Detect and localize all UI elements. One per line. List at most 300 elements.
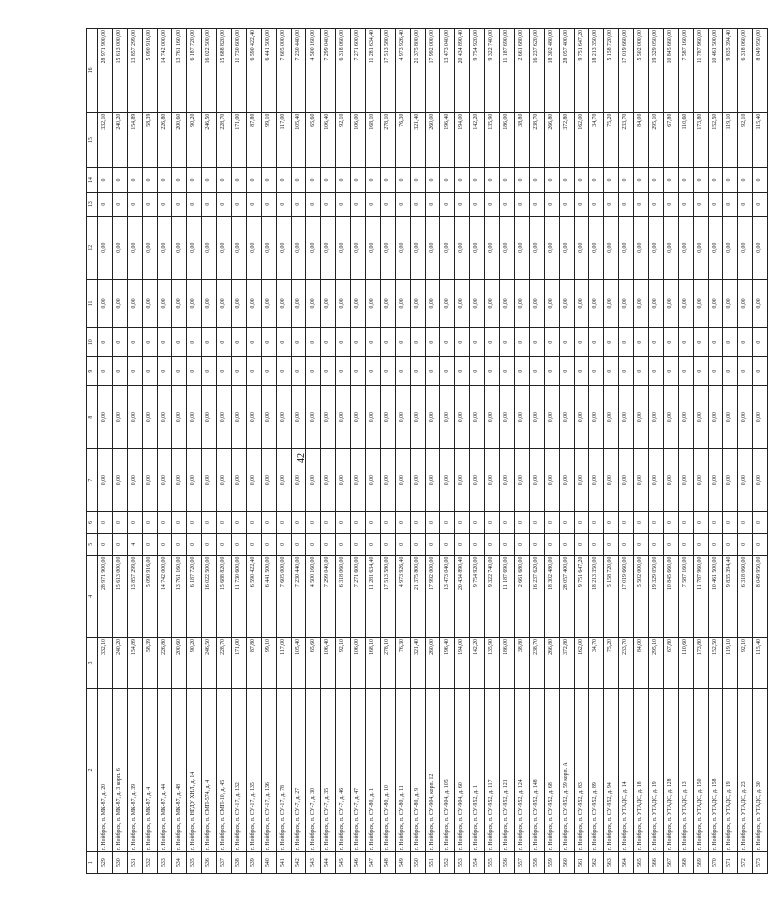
table-cell: 0,00 bbox=[232, 279, 247, 327]
table-cell: 531 bbox=[127, 852, 142, 874]
table-cell: 0 bbox=[574, 533, 589, 555]
table-cell: 9 322 740,00 bbox=[485, 29, 500, 113]
table-cell: 0,00 bbox=[321, 386, 336, 449]
table-cell: 0,00 bbox=[351, 216, 366, 279]
table-cell: 173,80 bbox=[693, 637, 708, 688]
column-header: 3 bbox=[87, 637, 98, 688]
table-cell: 0 bbox=[380, 357, 395, 386]
table-cell: г. Нойбрск, п. СУ-952, д. 124 bbox=[514, 688, 529, 851]
table-cell: 266,80 bbox=[544, 112, 559, 168]
table-cell: 0 bbox=[217, 328, 232, 357]
table-cell: 0 bbox=[336, 512, 351, 534]
table-cell: 0,00 bbox=[276, 449, 291, 512]
table-cell: 0,00 bbox=[589, 449, 604, 512]
table-cell: 246,50 bbox=[202, 637, 217, 688]
table-cell: 0 bbox=[98, 357, 113, 386]
table-cell: 11 730 600,00 bbox=[232, 555, 247, 637]
table-cell: 0,00 bbox=[589, 216, 604, 279]
table-cell: 0 bbox=[485, 357, 500, 386]
table-cell: 0 bbox=[395, 357, 410, 386]
table-cell: 0,00 bbox=[693, 216, 708, 279]
table-cell: 0 bbox=[410, 357, 425, 386]
table-cell: 0 bbox=[276, 328, 291, 357]
table-cell: 0 bbox=[723, 192, 738, 216]
table-cell: 0 bbox=[663, 328, 678, 357]
table-cell: 0,00 bbox=[500, 279, 515, 327]
table-cell: 0 bbox=[663, 357, 678, 386]
table-header bbox=[87, 29, 98, 874]
table-cell: 18 213 350,00 bbox=[589, 555, 604, 637]
table-cell: 561 bbox=[574, 852, 589, 874]
table-cell: 554 bbox=[470, 852, 485, 874]
table-cell: 65,60 bbox=[306, 637, 321, 688]
table-cell: 0 bbox=[678, 328, 693, 357]
table-cell: 0 bbox=[589, 533, 604, 555]
table-row bbox=[485, 29, 500, 874]
table-cell: 0 bbox=[514, 168, 529, 192]
table-cell: 0 bbox=[619, 328, 634, 357]
table-cell: 0,00 bbox=[142, 449, 157, 512]
table-row bbox=[678, 29, 693, 874]
table-cell: 0 bbox=[395, 328, 410, 357]
table-cell: 13 857 299,00 bbox=[127, 29, 142, 113]
table-cell: 0 bbox=[112, 533, 127, 555]
table-cell: 171,00 bbox=[232, 637, 247, 688]
table-cell: 152,50 bbox=[708, 112, 723, 168]
table-cell: 278,10 bbox=[380, 112, 395, 168]
table-cell: 7 587 160,00 bbox=[678, 555, 693, 637]
table-cell: г. Нойбрск, п. СУ-904, корп. 12 bbox=[425, 688, 440, 851]
table-cell: 0 bbox=[663, 168, 678, 192]
table-cell: 0,00 bbox=[544, 279, 559, 327]
table-cell: 0 bbox=[172, 192, 187, 216]
table-cell: 0,00 bbox=[708, 216, 723, 279]
table-cell: 0 bbox=[500, 328, 515, 357]
table-cell: 9 754 920,00 bbox=[470, 555, 485, 637]
table-cell: 0,00 bbox=[261, 449, 276, 512]
table-cell: 0,00 bbox=[395, 279, 410, 327]
table-cell: г. Нойбрск, п. СУ-7, д. 47 bbox=[351, 688, 366, 851]
table-row bbox=[514, 29, 529, 874]
table-cell: 9 835 394,40 bbox=[723, 29, 738, 113]
table-cell: 0 bbox=[276, 192, 291, 216]
table-cell: 106,40 bbox=[321, 112, 336, 168]
table-cell: г. Нойбрск, п. УТАДС, д. 30 bbox=[753, 688, 768, 851]
table-cell: 0,00 bbox=[395, 449, 410, 512]
table-cell: г. Нойбрск, п. СУ-904, д. 105 bbox=[440, 688, 455, 851]
table-cell: 173,80 bbox=[693, 112, 708, 168]
table-cell: 0 bbox=[500, 192, 515, 216]
table-cell: 569 bbox=[693, 852, 708, 874]
table-cell: 0 bbox=[202, 533, 217, 555]
table-cell: 0 bbox=[619, 533, 634, 555]
table-cell: 0 bbox=[336, 168, 351, 192]
table-cell: 0,00 bbox=[440, 449, 455, 512]
table-cell: 246,50 bbox=[202, 112, 217, 168]
table-cell: 0,00 bbox=[663, 279, 678, 327]
table-cell: 0,00 bbox=[574, 449, 589, 512]
table-cell: 0,00 bbox=[157, 386, 172, 449]
table-cell: 0 bbox=[366, 357, 381, 386]
table-cell: 0,00 bbox=[380, 279, 395, 327]
table-cell: 321,40 bbox=[410, 637, 425, 688]
table-cell: 0 bbox=[261, 168, 276, 192]
table-cell: 0 bbox=[514, 512, 529, 534]
table-row bbox=[470, 29, 485, 874]
table-cell: 0,00 bbox=[410, 386, 425, 449]
table-cell: 544 bbox=[321, 852, 336, 874]
table-cell: 0 bbox=[112, 512, 127, 534]
table-cell: 0 bbox=[98, 533, 113, 555]
table-cell: 6 590 422,40 bbox=[246, 555, 261, 637]
table-cell: 0,00 bbox=[321, 216, 336, 279]
table-cell: 0 bbox=[753, 533, 768, 555]
table-cell: 11 281 634,40 bbox=[366, 29, 381, 113]
table-cell: 8 049 950,00 bbox=[753, 29, 768, 113]
table-cell: 38,80 bbox=[514, 637, 529, 688]
table-cell: 10 845 660,00 bbox=[663, 555, 678, 637]
table-cell: 4 bbox=[127, 533, 142, 555]
table-cell: 0,00 bbox=[261, 279, 276, 327]
table-cell: 17 513 580,00 bbox=[380, 555, 395, 637]
table-cell: 8 049 950,00 bbox=[753, 555, 768, 637]
table-row bbox=[246, 29, 261, 874]
table-cell: 0,00 bbox=[678, 386, 693, 449]
table-cell: 0,00 bbox=[544, 449, 559, 512]
table-cell: 0 bbox=[366, 512, 381, 534]
table-cell: 186,00 bbox=[500, 112, 515, 168]
table-cell: 0 bbox=[604, 357, 619, 386]
table-cell: 0,00 bbox=[708, 386, 723, 449]
table-cell: 540 bbox=[261, 852, 276, 874]
table-cell: 260,00 bbox=[425, 112, 440, 168]
table-cell: 65,60 bbox=[306, 112, 321, 168]
table-cell: 556 bbox=[500, 852, 515, 874]
table-cell: 7 230 440,00 bbox=[291, 29, 306, 113]
table-cell: 0 bbox=[455, 168, 470, 192]
table-cell: 0,00 bbox=[217, 216, 232, 279]
table-cell: 0,00 bbox=[98, 386, 113, 449]
table-cell: 532 bbox=[142, 852, 157, 874]
table-cell: 2 661 680,00 bbox=[514, 555, 529, 637]
table-cell: 105,40 bbox=[291, 637, 306, 688]
table-cell: 0 bbox=[336, 357, 351, 386]
table-cell: 0 bbox=[246, 512, 261, 534]
table-cell: 0,00 bbox=[157, 449, 172, 512]
table-cell: 0,00 bbox=[127, 279, 142, 327]
table-cell: 11 787 960,00 bbox=[693, 29, 708, 113]
table-row bbox=[738, 29, 753, 874]
table-cell: 0 bbox=[708, 192, 723, 216]
table-cell: 555 bbox=[485, 852, 500, 874]
table-cell: 0,00 bbox=[589, 386, 604, 449]
table-cell: 0 bbox=[157, 512, 172, 534]
table-cell: 0,00 bbox=[544, 386, 559, 449]
table-row bbox=[619, 29, 634, 874]
table-cell: 0,00 bbox=[395, 216, 410, 279]
table-cell: 7 230 440,00 bbox=[291, 555, 306, 637]
table-cell: 7 299 040,00 bbox=[321, 555, 336, 637]
table-cell: 28 971 900,00 bbox=[98, 29, 113, 113]
table-cell: 0,00 bbox=[634, 386, 649, 449]
table-cell: 5 158 720,00 bbox=[604, 29, 619, 113]
table-cell: 0 bbox=[276, 168, 291, 192]
table-cell: 0 bbox=[574, 357, 589, 386]
table-cell: 67,80 bbox=[663, 112, 678, 168]
table-cell: 0,00 bbox=[753, 386, 768, 449]
table-cell: 558 bbox=[529, 852, 544, 874]
table-cell: 0 bbox=[306, 192, 321, 216]
table-cell: 0 bbox=[634, 357, 649, 386]
table-cell: 0 bbox=[142, 512, 157, 534]
table-cell: г. Нойбрск, п. МК-87, д. 4 bbox=[142, 688, 157, 851]
table-cell: 0 bbox=[559, 168, 574, 192]
table-cell: 110,60 bbox=[678, 112, 693, 168]
table-cell: 0 bbox=[619, 512, 634, 534]
table-cell: 541 bbox=[276, 852, 291, 874]
table-cell: 5 090 916,00 bbox=[142, 555, 157, 637]
table-cell: 0 bbox=[485, 328, 500, 357]
table-cell: 0,00 bbox=[366, 216, 381, 279]
table-cell: 0 bbox=[202, 328, 217, 357]
table-cell: 0 bbox=[291, 192, 306, 216]
table-cell: г. Нойбрск, п. МК-87, д. 44 bbox=[157, 688, 172, 851]
table-cell: 0 bbox=[648, 328, 663, 357]
table-cell: 6 187 720,00 bbox=[187, 29, 202, 113]
table-cell: 0,00 bbox=[306, 449, 321, 512]
table-row bbox=[127, 29, 142, 874]
table-row bbox=[217, 29, 232, 874]
table-cell: 0,00 bbox=[351, 279, 366, 327]
table-cell: 0 bbox=[544, 512, 559, 534]
table-cell: 0,00 bbox=[336, 449, 351, 512]
table-cell: 0 bbox=[351, 533, 366, 555]
table-cell: г. Нойбрск, п. СУ-7, д. 46 bbox=[336, 688, 351, 851]
table-cell: 0 bbox=[217, 357, 232, 386]
table-row bbox=[708, 29, 723, 874]
table-cell: 0,00 bbox=[485, 386, 500, 449]
table-cell: г. Нойбрск, п. МК-87, д. 20 bbox=[98, 688, 113, 851]
table-row bbox=[380, 29, 395, 874]
table-cell: 0 bbox=[276, 512, 291, 534]
table-cell: 0 bbox=[246, 192, 261, 216]
table-cell: 0,00 bbox=[514, 216, 529, 279]
table-cell: 0 bbox=[693, 168, 708, 192]
table-cell: г. Нойбрск, п. УТАДС, д. 150 bbox=[693, 688, 708, 851]
table-cell: 557 bbox=[514, 852, 529, 874]
table-cell: г. Нойбрск, п. СУ-80, д. 10 bbox=[380, 688, 395, 851]
table-cell: 0 bbox=[395, 512, 410, 534]
table-cell: 0 bbox=[410, 168, 425, 192]
table-cell: 0,00 bbox=[172, 449, 187, 512]
table-cell: 238,70 bbox=[529, 112, 544, 168]
table-cell: 0,00 bbox=[678, 279, 693, 327]
table-cell: 196,40 bbox=[440, 637, 455, 688]
table-cell: 233,70 bbox=[619, 637, 634, 688]
table-cell: 0 bbox=[723, 512, 738, 534]
table-cell: 194,00 bbox=[455, 112, 470, 168]
table-row bbox=[723, 29, 738, 874]
table-cell: 535 bbox=[187, 852, 202, 874]
table-cell: 6 318 060,00 bbox=[336, 29, 351, 113]
table-cell: 0,00 bbox=[604, 449, 619, 512]
table-cell: 0 bbox=[634, 168, 649, 192]
table-cell: 0 bbox=[172, 328, 187, 357]
table-cell: 194,00 bbox=[455, 637, 470, 688]
table-cell: 0 bbox=[574, 192, 589, 216]
table-cell: г. Нойбрск, п. НГДУ ХНЛ, д. 14 bbox=[187, 688, 202, 851]
table-cell: г. Нойбрск, п. СУ-17, д. 78 bbox=[276, 688, 291, 851]
table-cell: 13 857 299,00 bbox=[127, 555, 142, 637]
table-cell: 0 bbox=[514, 328, 529, 357]
table-cell: 15 688 820,00 bbox=[217, 555, 232, 637]
table-cell: 0 bbox=[395, 533, 410, 555]
table-cell: 17 019 660,00 bbox=[619, 29, 634, 113]
table-cell: 90,20 bbox=[187, 637, 202, 688]
table-cell: 546 bbox=[351, 852, 366, 874]
table-cell: 0 bbox=[589, 512, 604, 534]
table-cell: 76,30 bbox=[395, 637, 410, 688]
table-cell: 559 bbox=[544, 852, 559, 874]
table-cell: 321,40 bbox=[410, 112, 425, 168]
table-cell: 0 bbox=[544, 357, 559, 386]
table-cell: 0,00 bbox=[559, 449, 574, 512]
table-cell: 536 bbox=[202, 852, 217, 874]
table-cell: 0,00 bbox=[410, 449, 425, 512]
table-cell: 11 787 960,00 bbox=[693, 555, 708, 637]
table-cell: 0,00 bbox=[127, 216, 142, 279]
table-cell: 17 992 000,00 bbox=[425, 29, 440, 113]
rotated-table-container bbox=[86, 28, 763, 874]
table-cell: 0,00 bbox=[634, 216, 649, 279]
table-cell: 0,00 bbox=[500, 216, 515, 279]
table-cell: 568 bbox=[678, 852, 693, 874]
table-cell: 0,00 bbox=[708, 279, 723, 327]
table-cell: 0,00 bbox=[187, 449, 202, 512]
table-cell: 0,00 bbox=[366, 386, 381, 449]
column-header: 6 bbox=[87, 512, 98, 534]
column-header: 8 bbox=[87, 386, 98, 449]
table-cell: 0 bbox=[351, 512, 366, 534]
table-cell: 20 434 890,40 bbox=[455, 555, 470, 637]
table-cell: 0 bbox=[708, 512, 723, 534]
table-row bbox=[321, 29, 336, 874]
table-cell: 0 bbox=[470, 533, 485, 555]
table-cell: г. Нойбрск, п. МК-87, д. 48 bbox=[172, 688, 187, 851]
table-row bbox=[589, 29, 604, 874]
table-cell: 0 bbox=[351, 357, 366, 386]
table-cell: 0 bbox=[217, 512, 232, 534]
table-cell: 4 973 926,40 bbox=[395, 29, 410, 113]
table-cell: 0,00 bbox=[723, 279, 738, 327]
table-cell: 0 bbox=[500, 357, 515, 386]
table-cell: 76,30 bbox=[395, 112, 410, 168]
table-cell: 0 bbox=[470, 192, 485, 216]
table-cell: 545 bbox=[336, 852, 351, 874]
table-cell: 0 bbox=[291, 357, 306, 386]
table-cell: 0 bbox=[321, 512, 336, 534]
table-row bbox=[559, 29, 574, 874]
column-header: 5 bbox=[87, 533, 98, 555]
table-cell: г. Нойбрск, п. СУ-80, д. 11 bbox=[395, 688, 410, 851]
table-cell: 0 bbox=[514, 192, 529, 216]
table-cell: 0 bbox=[544, 328, 559, 357]
table-cell: 67,80 bbox=[663, 637, 678, 688]
table-cell: 0 bbox=[753, 168, 768, 192]
table-cell: 0 bbox=[470, 168, 485, 192]
table-cell: 117,00 bbox=[276, 112, 291, 168]
table-cell: 0 bbox=[202, 192, 217, 216]
table-cell: 0 bbox=[708, 168, 723, 192]
table-cell: 0 bbox=[366, 192, 381, 216]
table-cell: 16 022 500,00 bbox=[202, 555, 217, 637]
table-row bbox=[276, 29, 291, 874]
header-row bbox=[87, 29, 98, 874]
table-cell: 200,60 bbox=[172, 112, 187, 168]
table-cell: 58,39 bbox=[142, 112, 157, 168]
table-row bbox=[544, 29, 559, 874]
table-cell: 0 bbox=[693, 328, 708, 357]
table-cell: 0,00 bbox=[485, 279, 500, 327]
table-cell: 110,60 bbox=[678, 637, 693, 688]
table-cell: 563 bbox=[604, 852, 619, 874]
table-cell: 119,10 bbox=[723, 112, 738, 168]
table-cell: 0 bbox=[246, 357, 261, 386]
table-cell: 6 441 500,00 bbox=[261, 555, 276, 637]
table-cell: г. Нойбрск, п. СУ-904, д. 60 bbox=[455, 688, 470, 851]
table-cell: 0,00 bbox=[321, 449, 336, 512]
table-cell: г. Нойбрск, п. МК-87, д. 39 bbox=[127, 688, 142, 851]
table-cell: 0 bbox=[500, 168, 515, 192]
table-cell: 0 bbox=[202, 168, 217, 192]
table-cell: 233,70 bbox=[619, 112, 634, 168]
table-cell: 0 bbox=[172, 168, 187, 192]
data-table bbox=[86, 28, 768, 874]
table-cell: 0,00 bbox=[187, 279, 202, 327]
table-cell: 7 605 000,00 bbox=[276, 555, 291, 637]
table-cell: 0,00 bbox=[291, 386, 306, 449]
table-cell: 0 bbox=[261, 328, 276, 357]
table-cell: 0,00 bbox=[172, 279, 187, 327]
table-cell: 0,00 bbox=[98, 279, 113, 327]
table-cell: 0 bbox=[723, 357, 738, 386]
column-header: 12 bbox=[87, 216, 98, 279]
table-cell: 0 bbox=[723, 168, 738, 192]
table-cell: 0,00 bbox=[217, 279, 232, 327]
table-cell: 0 bbox=[589, 328, 604, 357]
table-cell: 0 bbox=[485, 168, 500, 192]
table-cell: 534 bbox=[172, 852, 187, 874]
table-cell: 0,00 bbox=[455, 449, 470, 512]
table-cell: 7 299 040,00 bbox=[321, 29, 336, 113]
table-cell: г. Нойбрск, п. УТАДС, д. 14 bbox=[619, 688, 634, 851]
table-cell: 547 bbox=[366, 852, 381, 874]
table-cell: 6 590 422,40 bbox=[246, 29, 261, 113]
table-cell: 10 461 500,00 bbox=[708, 29, 723, 113]
table-cell: 0 bbox=[648, 512, 663, 534]
column-header: 15 bbox=[87, 112, 98, 168]
table-cell: 4 500 160,00 bbox=[306, 29, 321, 113]
table-cell: 0,00 bbox=[678, 216, 693, 279]
table-cell: 0,00 bbox=[291, 449, 306, 512]
table-cell: 0 bbox=[127, 192, 142, 216]
table-cell: 228,70 bbox=[217, 112, 232, 168]
table-cell: 0,00 bbox=[663, 449, 678, 512]
table-cell: 6 318 060,00 bbox=[738, 29, 753, 113]
table-cell: 0,00 bbox=[455, 386, 470, 449]
table-cell: 0,00 bbox=[202, 386, 217, 449]
table-cell: 0 bbox=[619, 168, 634, 192]
